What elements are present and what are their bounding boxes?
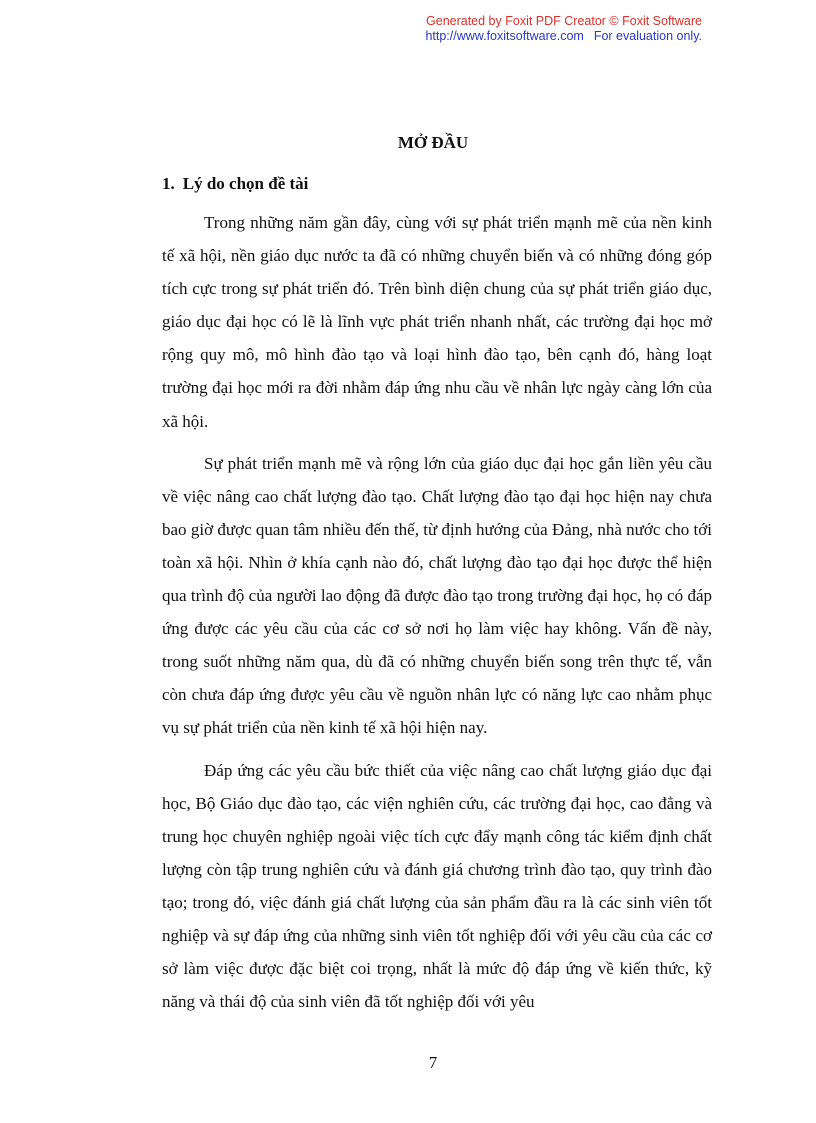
watermark-url-line [380, 29, 702, 44]
section-heading-text: Lý do chọn đề tài [182, 174, 309, 193]
paragraph-1: Trong những năm gần đây, cùng với sự phát triển mạnh mẽ của nền kinh tế xã hội, nền giáo dục nước ta đã có những chuyển biến và có những đóng góp tích cực trong sự phát triển đó. Trên bình diện chung của sự phát triển giáo dục, giáo dục đại học có lẽ là lĩnh vực phát triển nhanh nhất, các trường đại học mở rộng quy mô, mô hình đào tạo và loại hình đào tạo, bên cạnh đó, hàng loạt trường đại học mới ra đời nhằm đáp ứng nhu cầu về nhân lực ngày càng lớn của xã hội. [162, 213, 712, 431]
page-number: 7 [428, 1053, 438, 1072]
section-heading [162, 174, 308, 194]
section-number: 1. [162, 174, 175, 193]
watermark-generator-text: Generated by Foxit PDF Creator © Foxit Software [426, 14, 702, 28]
watermark-evaluation-note: For evaluation only. [593, 29, 702, 43]
paragraph-3: Đáp ứng các yêu cầu bức thiết của việc nâng cao chất lượng giáo dục đại học, Bộ Giáo dục đào tạo, các viện nghiên cứu, các trường đại học, cao đẳng và trung học chuyên nghiệp ngoài việc tích cực đẩy mạnh công tác kiểm định chất lượng còn tập trung nghiên cứu và đánh giá chương trình đào tạo, quy trình đào tạo; trong đó, việc đánh giá chất lượng của sản phẩm đầu ra là các sinh viên tốt nghiệp và sự đáp ứng của những sinh viên tốt nghiệp đối với yêu cầu của các cơ sở làm việc được đặc biệt coi trọng, nhất là mức độ đáp ứng về kiến thức, kỹ năng và thái độ của sinh viên đã tốt nghiệp đối với yêu [162, 760, 712, 1012]
foxit-watermark [380, 14, 702, 44]
body-text [162, 206, 712, 1027]
page-title: MỞ ĐẦU [397, 133, 469, 152]
watermark-url-link[interactable]: http://www.foxitsoftware.com [425, 29, 584, 43]
paragraph-2: Sự phát triển mạnh mẽ và rộng lớn của giáo dục đại học gắn liền yêu cầu về việc nâng cao chất lượng đào tạo. Chất lượng đào tạo đại học hiện nay chưa bao giờ được quan tâm nhiều đến thế, từ định hướng của Đảng, nhà nước cho tới toàn xã hội. Nhìn ở khía cạnh nào đó, chất lượng đào tạo đại học được thể hiện qua trình độ của người lao động đã được đào tạo trong trường đại học, họ có đáp ứng được các yêu cầu của các cơ sở nơi họ làm việc hay không. Vấn đề này, trong suốt những năm qua, dù đã có những chuyển biến song trên thực tế, vẫn còn chưa đáp ứng được yêu cầu về nguồn nhân lực có năng lực cao nhằm phục vụ sự phát triển của nền kinh tế xã hội hiện nay. [162, 453, 712, 738]
